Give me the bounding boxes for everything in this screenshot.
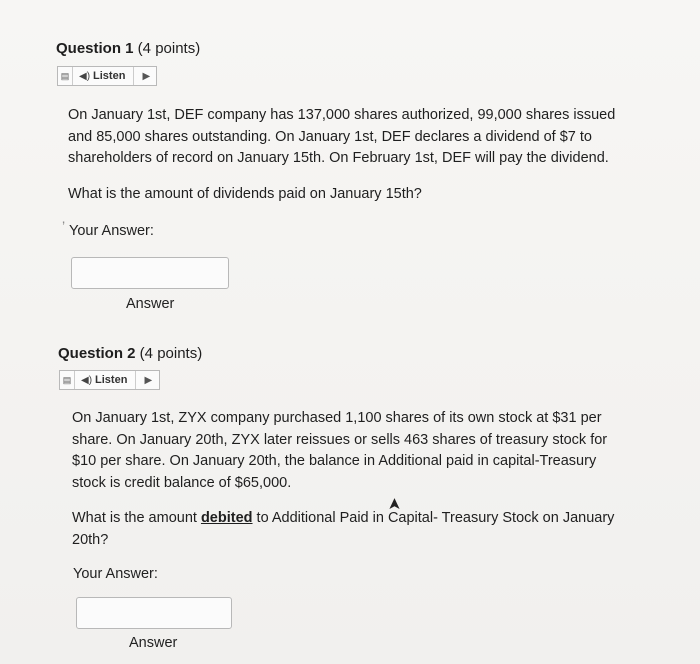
question-2-line: $10 per share. On January 20th, the balance in Additional paid in capital-Treasury [72,453,597,469]
question-2-line: On January 1st, ZYX company purchased 1,100 shares of its own stock at $31 per [72,410,602,426]
question-2-listen-bar[interactable] [59,370,160,390]
question-1-line: On January 1st, DEF company has 137,000 shares authorized, 99,000 shares issued [68,107,616,123]
divider [133,67,134,85]
play-icon[interactable]: ▶ [142,70,151,82]
question-1-title: Question 1 (4 points) [56,40,201,57]
question-1-your-answer-label: Your Answer: [69,223,154,239]
question-1-answer-input[interactable] [71,257,229,289]
listen-button[interactable]: Listen [93,70,126,82]
question-1-prompt: What is the amount of dividends paid on January 15th? [68,186,422,202]
question-2-line: stock is credit balance of $65,000. [72,474,292,491]
question-1-line: and 85,000 shares outstanding. On January 1st, DEF declares a dividend of $7 to [68,128,592,145]
question-2-body [72,408,682,494]
menu-icon[interactable]: ▤ [58,67,73,85]
play-icon[interactable]: ▶ [144,374,153,386]
tick-mark: ’ [62,218,66,234]
speaker-icon: ◀) [81,374,93,386]
question-1-line: shareholders of record on January 15th. On February 1st, DEF will pay the dividend. [68,150,609,166]
question-2-title: Question 2 (4 points) [58,345,203,362]
speaker-icon: ◀) [79,70,91,82]
divider [135,371,136,389]
question-2-answer-input[interactable] [76,597,232,629]
debited-emphasis: debited [200,510,253,526]
question-1-answer-caption: Answer [126,296,175,312]
listen-button[interactable]: Listen [95,374,128,386]
question-2-your-answer-label: Your Answer: [73,566,158,582]
question-1-body [68,105,678,170]
question-2-prompt: What is the amount debited to Additional Paid in Capital- Treasury Stock on January 20th? [72,510,615,548]
question-2-answer-caption: Answer [129,635,178,651]
menu-icon[interactable]: ▤ [60,371,75,389]
question-1-listen-bar[interactable] [57,66,157,86]
question-2-line: share. On January 20th, ZYX later reissues or sells 463 shares of treasury stock for [72,431,608,448]
mouse-cursor-icon: ➤ [386,497,404,511]
